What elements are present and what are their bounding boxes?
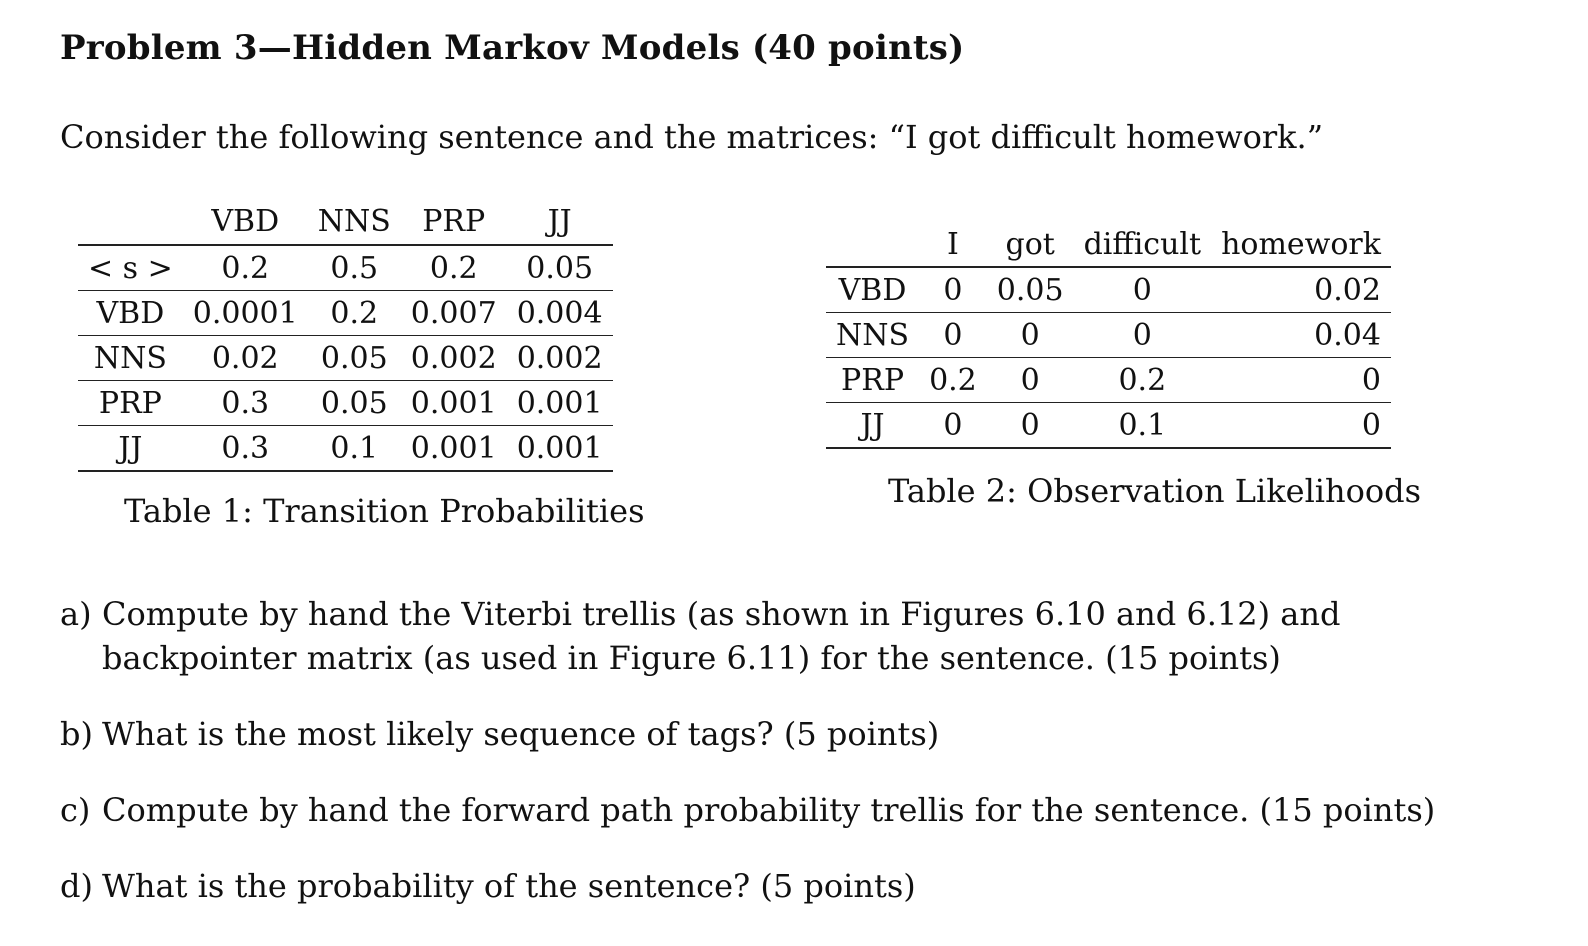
table-cell: 0.001	[401, 381, 507, 426]
table-cell: 0	[1211, 358, 1391, 403]
table-cell: 0	[1074, 313, 1211, 358]
table-cell: 0.001	[507, 426, 613, 472]
table-row	[826, 267, 1391, 313]
table1-caption: Table 1: Transition Probabilities	[124, 492, 645, 530]
table-cell: 0.04	[1211, 313, 1391, 358]
table-header-cell	[78, 198, 183, 245]
table-cell: 0	[919, 267, 987, 313]
table-cell: 0.2	[919, 358, 987, 403]
table-header-row	[826, 222, 1391, 267]
table-cell: 0.0001	[183, 291, 308, 336]
observation-likelihoods-table	[826, 222, 1391, 449]
question-text: What is the probability of the sentence? (5 points)	[102, 867, 916, 905]
table-header-cell: homework	[1221, 226, 1381, 262]
question-label: d)	[60, 867, 93, 905]
table-row	[78, 381, 613, 426]
table-cell: 0	[919, 403, 987, 449]
transition-probabilities-table	[78, 198, 613, 472]
table-cell: 0.002	[401, 336, 507, 381]
row-label: NNS	[826, 313, 919, 358]
table-cell: 0	[987, 403, 1074, 449]
table-cell: 0.1	[1074, 403, 1211, 449]
table-cell: 0	[1211, 403, 1391, 449]
table-cell: 0	[987, 313, 1074, 358]
table-header-cell: NNS	[317, 203, 391, 239]
table-cell: 0.05	[987, 267, 1074, 313]
table-cell: 0.05	[308, 381, 401, 426]
row-label: VBD	[826, 267, 919, 313]
table2-caption: Table 2: Observation Likelihoods	[888, 472, 1422, 510]
question-text: Compute by hand the Viterbi trellis (as shown in Figures 6.10 and 6.12) and backpointer matrix (as used in Figure 6.11) for the sentence. (15 points)	[102, 595, 1341, 677]
table-header-cell: got	[1005, 226, 1055, 262]
table-cell: 0.05	[308, 336, 401, 381]
table-header-row	[78, 198, 613, 245]
row-label: < s >	[78, 245, 183, 291]
question-item	[60, 592, 1500, 680]
table-header-cell: VBD	[211, 203, 280, 239]
table-cell: 0.002	[507, 336, 613, 381]
question-item	[60, 788, 1500, 832]
table-header-cell: I	[946, 226, 959, 262]
table-header-cell	[826, 222, 919, 267]
question-label: b)	[60, 715, 93, 753]
table-cell: 0	[919, 313, 987, 358]
table-row	[826, 358, 1391, 403]
table-cell: 0.02	[1211, 267, 1391, 313]
table-row	[826, 313, 1391, 358]
table-row	[826, 403, 1391, 449]
table-cell: 0.3	[183, 426, 308, 472]
problem-heading: Problem 3—Hidden Markov Models (40 points)	[60, 28, 965, 68]
table-cell: 0.2	[183, 245, 308, 291]
question-item	[60, 712, 1500, 756]
table-row	[78, 426, 613, 472]
question-label: c)	[60, 791, 91, 829]
question-label: a)	[60, 595, 92, 633]
question-list	[60, 592, 1500, 908]
table-cell: 0	[1074, 267, 1211, 313]
table-row	[78, 291, 613, 336]
row-label: VBD	[78, 291, 183, 336]
table-cell: 0.05	[507, 245, 613, 291]
row-label: NNS	[78, 336, 183, 381]
table-cell: 0.3	[183, 381, 308, 426]
table-row	[78, 245, 613, 291]
table-cell: 0.004	[507, 291, 613, 336]
table-cell: 0.5	[308, 245, 401, 291]
table-cell: 0.2	[308, 291, 401, 336]
row-label: JJ	[826, 403, 919, 449]
table-cell: 0.1	[308, 426, 401, 472]
table-cell: 0	[987, 358, 1074, 403]
table-header-cell: difficult	[1083, 226, 1202, 262]
table-cell: 0.007	[401, 291, 507, 336]
intro-text: Consider the following sentence and the matrices: “I got difficult homework.”	[60, 118, 1324, 156]
table-cell: 0.001	[507, 381, 613, 426]
table-cell: 0.2	[401, 245, 507, 291]
row-label: JJ	[78, 426, 183, 472]
question-text: What is the most likely sequence of tags? (5 points)	[102, 715, 940, 753]
row-label: PRP	[78, 381, 183, 426]
table-cell: 0.2	[1074, 358, 1211, 403]
table-header-cell: PRP	[422, 203, 486, 239]
table-cell: 0.001	[401, 426, 507, 472]
row-label: PRP	[826, 358, 919, 403]
table-header-cell: JJ	[547, 203, 572, 239]
question-item	[60, 864, 1500, 908]
table-cell: 0.02	[183, 336, 308, 381]
table-row	[78, 336, 613, 381]
question-text: Compute by hand the forward path probability trellis for the sentence. (15 points)	[102, 791, 1436, 829]
